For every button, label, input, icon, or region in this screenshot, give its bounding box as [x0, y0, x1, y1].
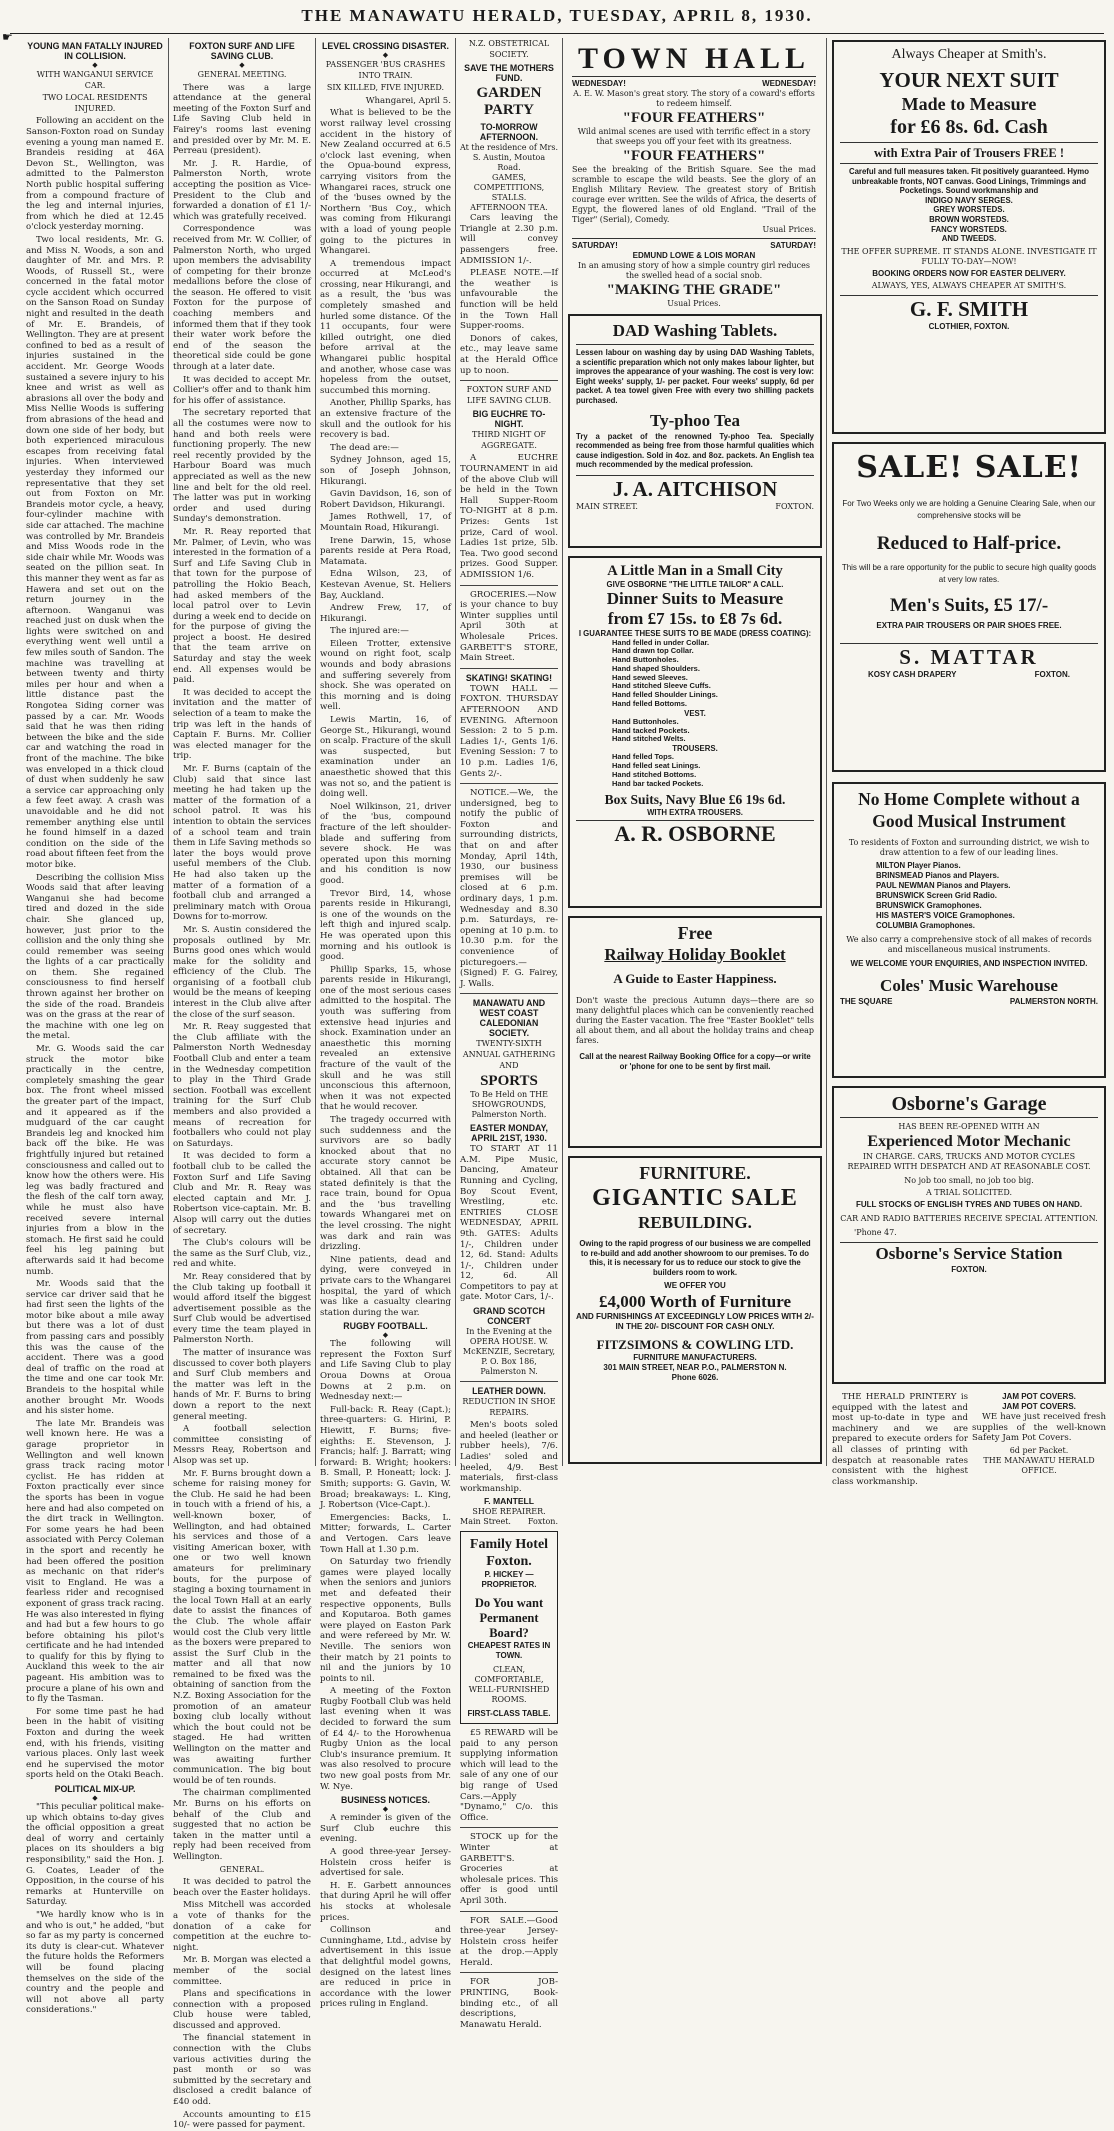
- fitzsimons-name: FITZSIMONS & COWLING LTD.: [596, 1337, 794, 1353]
- fabric-item: GREY WORSTEDS.: [933, 205, 1005, 215]
- garden-party-text: Donors of cakes, etc., may leave same at the Herald Office up to noon.: [460, 333, 558, 376]
- column-rule: [455, 38, 456, 1466]
- railway-subtitle: A Guide to Easter Happiness.: [613, 971, 777, 986]
- headline: RUGBY FOOTBALL.: [343, 1321, 428, 1332]
- paragraph: A football selection committee consisting of Messrs Reay, Robertson and Alsop was set up.: [173, 1424, 311, 1466]
- headline: FOXTON SURF AND LIFE SAVING CLUB.: [189, 41, 295, 61]
- prices-label: Usual Prices.: [667, 299, 721, 308]
- trousers-label: TROUSERS.: [672, 744, 718, 754]
- paragraph: Sydney Johnson, aged 15, son of Joseph Johnson, Hikurangi.: [320, 455, 451, 487]
- paragraph: Following an accident on the Sanson-Foxton road on Sunday evening a young man named E. Brandeis residing at 46A Devon St., Wellington, was admitted to the Palmerston North public hospital suffering from a compound fracture of the leg and internal injuries, from which he died at 12.45 o'clock yesterday morning.: [26, 116, 164, 233]
- railway-title: Railway Holiday Booklet: [604, 945, 786, 964]
- osborne-tailor-ad: [568, 556, 822, 908]
- film-blurb: Wild animal scenes are used with terrific effect in a story that sweeps you off your feet with its greatness.: [577, 127, 811, 146]
- paragraph: "This peculiar political make-up which obtains to-day gives the official opposition a great deal of worry and certainly places on its shoulders a big responsibility," said the Hon. J. G. Coates, Leader of the Opposition, in the course of his remarks at Hunterville on Saturday.: [26, 1802, 164, 1908]
- furniture-rebuilding: REBUILDING.: [638, 1213, 752, 1232]
- jam-pot-text: WE have just received fresh supplies of the well-known Safety Jam Pot Covers.: [972, 1412, 1106, 1444]
- osborne-dinner-suits: Dinner Suits to Measure: [606, 589, 784, 608]
- garage-title: Osborne's Garage: [840, 1092, 1098, 1118]
- printery-text: THE HERALD PRINTERY is equipped with the latest and most up-to-date in type and machinery and we are prepared to execute orders for all classes of printing with despatch at reasonable rates consistent with the highest class workmanship.: [832, 1392, 968, 1487]
- smith-clothier: CLOTHIER, FOXTON.: [928, 321, 1010, 331]
- smith-name: G. F. SMITH: [840, 295, 1098, 322]
- skating-text: TOWN HALL — FOXTON. THURSDAY AFTERNOON AND EVENING. Afternoon Session: 2 to 5 p.m. Ladies 1/-, Gents 1/6. Evening Session: 7 to 10 p.m. Ladies 1/6, Gents 2/-.: [460, 683, 558, 779]
- garage-text: IN CHARGE. CARS, TRUCKS AND MOTOR CYCLES REPAIRED WITH DESPATCH AND AT REASONABLE COST.: [847, 1152, 1091, 1171]
- jam-pot-title: JAM POT COVERS.: [1002, 1402, 1076, 1411]
- furniture-amount: £4,000 Worth of Furniture: [598, 1292, 792, 1312]
- fabric-item: AND TWEEDS.: [941, 234, 997, 244]
- paragraph: Mr. S. Austin considered the proposals outlined by Mr. Burns good ones which would make for the solidity and efficiency of the Club. The organising of a football club would be the means of keeping interest in the Club alive after the close of the surf season.: [173, 924, 311, 1020]
- hotel-title: Family Hotel Foxton.: [469, 1537, 549, 1569]
- leather-trade: SHOE REPAIRER.: [472, 1507, 546, 1516]
- hotel-owner: P. HICKEY — PROPRIETOR.: [481, 1570, 537, 1589]
- aitchison-name: J. A. AITCHISON: [576, 475, 814, 502]
- column-1: [26, 38, 164, 2016]
- divider: ◆: [92, 61, 98, 69]
- day-row: [572, 76, 816, 89]
- instrument-item: BRUNSWICK Screen Grid Radio.: [876, 891, 997, 900]
- furniture-text: Owing to the rapid progress of our business we are compelled to re-build and add another showroom to our premises. To do this, it is necessary for us to reduce our stock to give the builders room to work.: [579, 1239, 811, 1277]
- coles-music-ad: [832, 782, 1106, 1078]
- film-title: "MAKING THE GRADE": [606, 282, 782, 298]
- garage-text: CAR AND RADIO BATTERIES RECEIVE SPECIAL ATTENTION.: [840, 1214, 1098, 1223]
- extra-trousers: WITH EXTRA TROUSERS.: [647, 808, 743, 818]
- garage-text: A TRIAL SOLICITED.: [925, 1188, 1013, 1197]
- smith-price: for £6 8s. 6d. Cash: [890, 116, 1048, 138]
- paragraph: Mr. R. Reay suggested that the Club affiliate with the Palmerston North Wednesday Football Club and enter a team in the Wednesday competition to play in the Third Grade section. Football was excellent training for the Surf Club members and also provided a means of recreation for footballers who could not play on Saturdays.: [173, 1022, 311, 1149]
- smith-booking: BOOKING ORDERS NOW FOR EASTER DELIVERY.: [872, 268, 1066, 278]
- column-4: [460, 38, 559, 2030]
- coles-town: PALMERSTON NORTH.: [1009, 997, 1098, 1006]
- paragraph: The financial statement in connection with the Clubs various activities during the past month or so was submitted by the secretary and disclosed a credit balance of £40 odd.: [173, 2033, 311, 2108]
- coles-square: THE SQUARE: [840, 997, 893, 1006]
- furniture-discount: AND FURNISHINGS AT EXCEEDINGLY LOW PRICES WITH 2/- IN THE 20/- DISCOUNT FOR CASH ONLY.: [576, 1312, 814, 1332]
- hotel-text: CLEAN, COMFORTABLE, WELL-FURNISHED ROOMS.: [468, 1665, 550, 1704]
- masthead: [10, 6, 1104, 34]
- paragraph: Accounts amounting to £15 10/- were passed for payment.: [173, 2109, 311, 2131]
- divider: [460, 668, 558, 669]
- sports-text: TO START AT 11 A.M. Pipe Music, Dancing, Amateur Running and Cycling, Boy Scout Event, Wrestling, etc. ENTRIES CLOSE WEDNESDAY, APRIL 9th. GATES: Adults 1/-, Children under 12, 6d. Stand: Adults 1/-, Children under 12, 6d. All Competitors to pay at gate. Motor Cars, 1/-.: [460, 1144, 558, 1303]
- paragraph: Mr. R. Reay reported that Mr. Palmer, of Levin, who was interested in the formation of a Surf and Life Saving Club in that town for the purpose of patrolling the Hokio Beach, had asked members of the local patrol over to Levin during a week end to decide on for the purpose of giving the project a boost. He desired that the team arrive on Saturday and stay the week end. All expenses would be paid.: [173, 526, 311, 686]
- garage-text: No job too small, no job too big.: [904, 1176, 1034, 1185]
- dad-text: Lessen labour on washing day by using DAD Washing Tablets, a scientific preparation which not only makes labour lighter, but improves the appearance of your washing. The cost is very low: Eight weeks' supply, 1/- per packet. Four weeks' supply, 6d per packet. A tea towel given Free with every two shilling packets purchased.: [576, 348, 814, 405]
- sports-title: SPORTS: [480, 1073, 538, 1090]
- mattar-name: S. MATTAR: [840, 643, 1098, 670]
- leather-town: Foxton.: [527, 1517, 558, 1526]
- paragraph: A good three-year Jersey-Holstein cross heifer is advertised for sale.: [320, 1847, 451, 1879]
- paragraph: There was a large attendance at the general meeting of the Foxton Surf and Life Saving Club held in Fairey's rooms last evening and presided over by Mr. M. E. Perreau (president).: [173, 82, 311, 157]
- aitchison-address: [576, 502, 814, 512]
- jam-pot-title: JAM POT COVERS.: [1002, 1392, 1076, 1401]
- job-printing-notice: FOR JOB-PRINTING, Book-binding etc., of all descriptions, Manawatu Herald.: [460, 1977, 558, 2030]
- mattar-store: KOSY CASH DRAPERY: [868, 670, 957, 679]
- sale-mens-suits: Men's Suits, £5 17/-: [889, 595, 1049, 616]
- paragraph: The matter of insurance was discussed to cover both players and Surf Club members and the matter was left in the hands of Mr. F. Burns to bring down a report to the next general meeting.: [173, 1348, 311, 1422]
- smith-fabric-list: [840, 196, 1098, 244]
- subheadline: WITH WANGANUI SERVICE CAR.: [36, 70, 154, 90]
- closing-notice: NOTICE.—We, the undersigned, beg to notify the public of Foxton and surrounding districts, that on and after Monday, April 14th, 1930, our business premises will be closed at 6 p.m. ordinary days, 1 p.m. Wednesday and 8.30 p.m. Saturdays, re-opening at 10 p.m. to 10.30 p.m. for the convenience of picturegoers.—(Signed) F. G. Fairey, J. Walls.: [460, 788, 558, 989]
- divider: ◆: [239, 61, 245, 69]
- paragraph: Mr. Reay considered that by the Club taking up football it would afford itself the biggest advertisement possible as the Surf Club would be advertised every time the team played in Palmerston North.: [173, 1271, 311, 1346]
- trousers-feature-list: [576, 753, 814, 788]
- instrument-item: BRUNSWICK Gramophones.: [876, 901, 982, 910]
- smith-offer: THE OFFER SUPREME. IT STANDS ALONE. INVESTIGATE IT FULLY TO-DAY—NOW!: [841, 246, 1097, 266]
- vest-feature-list: [576, 718, 814, 744]
- sale-text: This will be a rare opportunity for the public to secure high quality goods at very low rates.: [841, 563, 1097, 584]
- railway-call: Call at the nearest Railway Booking Office for a copy—or write or 'phone for one to be sent by first mail.: [579, 1052, 811, 1071]
- smith-always: ALWAYS, YES, ALWAYS CHEAPER AT SMITH'S.: [871, 280, 1067, 290]
- fitzsimons-trade: FURNITURE MANUFACTURERS.: [633, 1353, 757, 1363]
- railway-ad: [568, 916, 822, 1148]
- paragraph: "We hardly know who is in and who is out," he added, "but so far as my party is concerned its duty is clear-cut. Whatever the future holds the Reformers will be found placing themselves on the side of the country and the people and will not above all party considerations.": [26, 1909, 164, 2016]
- paragraph: James Rothwell, 17, of Mountain Road, Hikurangi.: [320, 512, 451, 533]
- paragraph: It was decided to accept Mr. Collier's offer and to thank him for his offer of assistance.: [173, 374, 311, 406]
- headline: LEVEL CROSSING DISASTER.: [322, 41, 449, 51]
- box-suits: Box Suits, Navy Blue £6 19s 6d.: [604, 792, 786, 808]
- paragraph: Miss Mitchell was accorded a vote of thanks for the donation of a cake for competition at the euchre to-night.: [173, 1900, 311, 1953]
- divider: [460, 1381, 558, 1382]
- trousers-feature-item: Hand felled seat Linings.: [612, 761, 701, 771]
- paragraph: Eileen Trotter, extensive wound on right foot, scalp wounds and body abrasions and suffering severely from shock. She was operated on this morning and is doing well.: [320, 638, 451, 713]
- osborne-garage-ad: [832, 1086, 1106, 1384]
- instrument-item: BRINSMEAD Pianos and Players.: [876, 871, 1000, 880]
- service-station-town: FOXTON.: [951, 1265, 987, 1274]
- paragraph: Phillip Sparks, 15, whose parents reside in Hikurangi, one of the most serious cases admitted to the hospital. The youth was suffering from extensive head injuries and shock. Examination under an anaesthetic this morning revealed an extensive fracture of the vault of the skull and he was still unconscious this afternoon, when it was not expected that he would recover.: [320, 964, 451, 1113]
- service-station: Osborne's Service Station: [840, 1242, 1098, 1265]
- coat-feature-list: [576, 639, 814, 709]
- headline: POLITICAL MIX-UP.: [54, 1784, 136, 1794]
- music-enquiries: WE WELCOME YOUR ENQUIRIES, AND INSPECTION INVITED.: [850, 959, 1088, 968]
- garage-phone: 'Phone 47.: [854, 1228, 897, 1237]
- film-title: "FOUR FEATHERS": [622, 148, 766, 164]
- hotel-text: CHEAPEST RATES IN TOWN.: [467, 1641, 551, 1660]
- smith-ad: [832, 40, 1106, 434]
- sale-extra: EXTRA PAIR TROUSERS OR PAIR SHOES FREE.: [876, 621, 1062, 630]
- divider: [460, 585, 558, 586]
- garage-mechanic: Experienced Motor Mechanic: [867, 1133, 1071, 1150]
- notice-heading: SAVE THE MOTHERS FUND.: [464, 63, 554, 84]
- furniture-offer: WE OFFER YOU: [664, 1281, 726, 1291]
- paragraph: The tragedy occurred with such suddenness and the survivors are so badly knocked about that no accurate story cannot be obtained. All that can be stated definitely is that the race train, bound for Opua and the 'bus travelling towards Whangarei met on the level crossing. The night was dark and rain was drizzling.: [320, 1115, 451, 1253]
- fitzsimons-address: 301 MAIN STREET, NEAR P.O., PALMERSTON N.: [603, 1363, 787, 1373]
- groceries-notice: GROCERIES.—Now is your chance to buy Winter supplies until April 30th at Wholesale Prices. GARBETT'S STORE, Main Street.: [460, 589, 558, 664]
- paragraph: Collinson and Cunninghame, Ltd., advise by advertisement in this issue that delightful model gowns, designed on the latest lines are reduced in price in accordance with the lower prices ruling in England.: [320, 1925, 451, 2010]
- garden-party-when: TO-MORROW AFTERNOON.: [479, 122, 539, 143]
- paragraph: Correspondence was received from Mr. W. Collier, of Palmerston North, who urged upon members the advisability of competing for their bronze medallions before the close of the season. He offered to visit Foxton for the purpose of coaching members and informed them that if they took their water work before the end of the season the theoretical side could be gone through at a later date.: [173, 224, 311, 373]
- sports-date: EASTER MONDAY, APRIL 21ST, 1930.: [470, 1123, 548, 1144]
- garage-tyres: FULL STOCKS OF ENGLISH TYRES AND TUBES ON HAND.: [855, 1200, 1083, 1209]
- column-rule: [562, 38, 563, 1466]
- film-blurb: See the breaking of the British Square. See the mad scramble to escape the wild beasts. See the glory of an English Military Review. The greatest story of British courage ever written. See the wilds of Africa, the deserts of Egypt, the flowered lanes of old England. "Trail of the Tiger" (Serial), Comedy.: [572, 165, 816, 224]
- day-label: SATURDAY!: [572, 241, 618, 250]
- town-hall-ad: [566, 38, 822, 306]
- paragraph: Another, Phillip Sparks, has an extensive fracture of the skull and the outlook for his recovery is bad.: [320, 398, 451, 441]
- paragraph: A meeting of the Foxton Rugby Football Club was held last evening when it was decided to forward the sum of £4 4/- to the Horowhenua Rugby Union as the local Club's insurance premium. It was also resolved to procure two new goal posts from Mr. W. Nye.: [320, 1686, 451, 1792]
- paragraph: Describing the collision Miss Woods said that after leaving Wanganui she had become tired and dozed in the side chair. She glanced up, however, just prior to the collision and the only thing she could remember was seeing the lights of a car practically on them. She regained consciousness to find herself thrown against her brother on the side of the road. Brandeis was on the grass at the rear of the machine with one leg on the metal.: [26, 872, 164, 1042]
- paragraph: H. E. Garbett announces that during April he will offer his stocks at wholesale prices.: [320, 1880, 451, 1923]
- address-town: FOXTON.: [775, 501, 814, 511]
- paragraph: Gavin Davidson, 16, son of Robert Davidson, Hikurangi.: [320, 489, 451, 510]
- coat-feature-item: Hand sewed Sleeves.: [612, 672, 688, 682]
- furniture-sale: GIGANTIC SALE: [592, 1185, 798, 1211]
- paragraph: The injured are:—: [330, 626, 409, 637]
- paragraph: Mr. F. Burns brought down a scheme for raising money for the Club. He said he had been in touch with a friend of his, a well-known boxer, of Wellington, and had obtained his services and those of a visiting American boxer, with one or two well known amateurs for preliminary bouts, for the purpose of staging a boxing tournament in the local Town Hall at an early date to assist the finances of the Club. The whole affair would cost the Club very little as the boxers were prepared to assist the Surf Club in the matter and all that now remained to be fixed was the obtaining of sanction from the N.Z. Boxing Association for the promotion of an amateur boxing club locally without which the bout could not be staged. He had written Wellington on the matter and was awaiting further communication. The big bout would be of ten rounds.: [173, 1468, 311, 1786]
- paragraph: The chairman complimented Mr. Burns on his efforts on behalf of the Club and suggested that no action be taken in the matter until a reply had been received from Wellington.: [173, 1788, 311, 1862]
- column-rule: [315, 38, 316, 1466]
- coat-feature-item: Hand shaped Shoulders.: [612, 663, 700, 673]
- sports-heading: MANAWATU AND WEST COAST CALEDONIAN SOCIETY.: [472, 998, 546, 1039]
- notice-heading: N.Z. OBSTETRICAL SOCIETY.: [468, 39, 550, 59]
- osborne-price: from £7 15s. to £8 7s 6d.: [607, 609, 783, 628]
- paragraph: Mr. F. Burns (captain of the Club) said that since last meeting he had taken up the matter of the formation of a school patrol. It was his intention to obtain the services of a school team and train them in Life Saving methods so later the boys would prove useful members of the Club. He had also taken up the matter of a formation of a football club and arranged a preliminary match with Oroua Downs for to-morrow.: [173, 764, 311, 923]
- subheadline: SIX KILLED, FIVE INJURED.: [326, 83, 445, 93]
- dateline: Whangarei, April 5.: [365, 95, 451, 106]
- paragraph: It was decided to patrol the beach over the Easter holidays.: [173, 1877, 311, 1898]
- vest-feature-item: Hand stitched Welts.: [612, 734, 686, 744]
- garden-party-text: Cars leaving the Triangle at 2.30 p.m. will convey passengers free. ADMISSION 1/-.: [460, 213, 558, 266]
- divider: ◆: [382, 1331, 389, 1340]
- day-label: WEDNESDAY!: [762, 79, 816, 88]
- leather-title: LEATHER DOWN.: [472, 1386, 546, 1397]
- trousers-feature-item: Hand stitched Bottoms.: [612, 769, 697, 779]
- euchre-heading: FOXTON SURF AND LIFE SAVING CLUB.: [466, 385, 552, 405]
- paragraph: Plans and specifications in connection with a proposed Club house were tabled, discussed and approved.: [173, 1989, 311, 2031]
- paragraph: The late Mr. Brandeis was well known here. He was a garage proprietor in Wellington and well known grass track racing motor cyclist. He has ridden at Foxton practically ever since the sports has been in vogue here and had also competed on the dirt track in Wellington. For some years he had been associated with Percy Coleman in the sport and recently he had been offered the position as mechanic on that rider's visit to England. He was a fearless rider and recognised exponent of grass track racing. He was also interested in flying and had but a few hours to go before obtaining his pilot's certificate and he had intended to qualify for this by flying to Auckland this week to the air pageant. His ambition was to procure a plane of his own and to fly the Tasman.: [26, 1418, 164, 1705]
- paragraph: A reminder is given of the Surf Club euchre this evening.: [320, 1813, 451, 1845]
- fabric-item: INDIGO NAVY SERGES.: [925, 195, 1013, 205]
- garden-party-title: GARDEN PARTY: [476, 85, 542, 119]
- dad-title: DAD Washing Tablets.: [576, 320, 814, 345]
- leather-address: [460, 1517, 558, 1527]
- vest-feature-item: Hand Buttonholes.: [612, 716, 679, 726]
- leather-name: F. MANTELL: [483, 1496, 535, 1507]
- euchre-subtitle: THIRD NIGHT OF AGGREGATE.: [472, 430, 546, 450]
- reward-notice: £5 REWARD will be paid to any person supplying information which will lead to the sale of any one of our big range of Used Cars.—Apply "Dynamo," C/o. this Office.: [460, 1728, 558, 1823]
- music-text: To residents of Foxton and surrounding district, we wish to draw attention to a few of our leading lines.: [848, 838, 1090, 857]
- concert-text: In the Evening at the OPERA HOUSE. W. McKENZIE, Secretary, P. O. Box 186, Palmerston N.: [462, 1327, 556, 1377]
- subheadline: GENERAL MEETING.: [197, 70, 287, 79]
- leather-subtitle: REDUCTION IN SHOE REPAIRS.: [462, 1397, 556, 1417]
- paragraph: Edna Wilson, 23, of Kestevan Avenue, St. Heliers Bay, Auckland.: [320, 569, 451, 601]
- fabric-item: BROWN WORSTEDS.: [929, 214, 1009, 224]
- garden-party-text: AFTERNOON TEA.: [470, 203, 548, 213]
- typhoo-text: Try a packet of the renowned Ty-phoo Tea. Specially recommended as being free from those harmful qualities which cause indigestion. Sold in 4oz. and 8oz. packets. An English tea much recommended by the medical profession.: [576, 431, 814, 470]
- mattar-sale-ad: [832, 442, 1106, 772]
- leather-street: Main Street.: [460, 1517, 511, 1526]
- smith-title: YOUR NEXT SUIT: [879, 68, 1059, 92]
- hotel-question: Do You want Permanent Board?: [474, 1596, 544, 1640]
- paragraph: Two local residents, Mr. G. and Miss N. Woods, a son and daughter of Mr. and Mrs. P. Woods, of Russell St., were concerned in the fatal motor cycle accident which occurred on the Sanson Road on Sunday night and resulted in the death of Mr. E. Brandeis, of Wellington. They are at present confined to bed as a result of injuries sustained in the accident. Mr. George Woods sustained a severe injury to his knee and wrist as well as abrasions all over the body and Miss Nellie Woods is suffering from abrasions of the head and down one side of her body, but both experienced miraculous escapes from receiving fatal injuries. When interviewed yesterday they informed our representative that they set out from Foxton on Mr. Brandeis motor cycle, a heavy, four-cylinder machine with side car attached. The machine was controlled by Mr. Brandeis and Miss Woods rode in the side chair while Mr. Woods was seated on the pillion seat. In this manner they went as far as Hawera and set out on the return journey in the afternoon. Wanganui was reached just on dusk when the lights were switched on and everything went well until a few miles south of Sandon. The machine was travelling at between twenty and thirty miles per hour and when a little distance past the Rongotea Siding corner was passed by a car. Mr. Woods said that he was then riding between the bike and the side car and watching the road in front of the machine. The bike was enveloped in a thick cloud of dust when suddenly he saw a service car approaching only a few feet away. A crash was unavoidable and he did not remember anything else until he found himself in a dazed condition on the side of the road about fifteen feet from the motor bike.: [26, 234, 164, 870]
- paragraph: The Club's colours will be the same as the Surf Club, viz., red and white.: [173, 1238, 311, 1270]
- film-title: "FOUR FEATHERS": [622, 110, 766, 126]
- jam-pot-notice: [972, 1392, 1106, 1475]
- sports-text: To Be Held on THE SHOWGROUNDS, Palmerston North.: [470, 1090, 548, 1120]
- railway-free: Free: [677, 923, 713, 943]
- divider: [460, 783, 558, 784]
- instrument-item: COLUMBIA Gramophones.: [876, 921, 975, 930]
- coat-feature-item: Hand felled in under Collar.: [612, 637, 710, 647]
- paragraph: Mr. J. R. Hardie, of Palmerston North, wrote accepting the position as Vice-President to the Club and forwarded a donation of £1 1/- which was gratefully received.: [173, 158, 311, 222]
- film-stars: EDMUND LOWE & LOIS MORAN: [632, 251, 756, 260]
- town-hall-title: TOWN HALL: [578, 42, 810, 75]
- paragraph: It was decided to accept the invitation and the matter of selection of a team to make the trip was left in the hands of Captain F. Burns. Mr. Collier was elected manager for the trip.: [173, 687, 311, 762]
- paragraph: For some time past he had been in the habit of visiting Foxton and during the week end, with his friends, visiting various places. Only last week end he supervised the motor sports held on the Otaki Beach.: [26, 1706, 164, 1781]
- column-3: [320, 38, 451, 2010]
- osborne-guarantee: I GUARANTEE THESE SUITS TO BE MADE (DRESS COATING):: [578, 629, 812, 638]
- paragraph: Nine patients, dead and dying, were conveyed in private cars to the Whangarei hospital, the yard of which was like a casualty clearing station during the war.: [320, 1254, 451, 1318]
- instrument-list: [840, 861, 1098, 931]
- paragraph: Full-back: R. Reay (Capt.); three-quarters: G. Hirini, P. Hiewitt, F. Burns; five-eighths: E. Stevenson, J. Francis; half: J. Barratt; wing forward: B. Wright; hookers: B. Small, P. Honeatt; lock: J. Smith; supports: G. Gavin, W. Broad; breakaways: L. King, J. Robertson (Vice-Capt.).: [320, 1404, 451, 1511]
- smith-extra: with Extra Pair of Trousers FREE !: [840, 142, 1098, 164]
- margin-mark: ☛: [2, 30, 13, 44]
- divider: [460, 1911, 558, 1912]
- sale-half-price: Reduced to Half-price.: [876, 533, 1062, 554]
- divider: ◆: [382, 51, 389, 59]
- paragraph: Noel Wilkinson, 21, driver of the 'bus, compound fracture of the left shoulder-blade and suffering from severe shock. He was operated upon this morning and his condition is now good.: [320, 801, 451, 886]
- sale-text: For Two Weeks only we are holding a Genuine Clearing Sale, when our comprehensive stocks will be: [842, 499, 1096, 520]
- divider: [460, 1972, 558, 1973]
- coat-feature-item: Hand stitched Sleeve Cuffs.: [612, 681, 711, 691]
- film-blurb: A. E. W. Mason's great story. The story of a coward's efforts to redeem himself.: [573, 89, 815, 108]
- smith-made: Made to Measure: [901, 94, 1037, 114]
- instrument-item: PAUL NEWMAN Pianos and Players.: [876, 881, 1011, 890]
- film-blurb: In an amusing story of how a simple country girl reduces the swelled head of a social snob.: [578, 261, 810, 280]
- jam-pot-office: THE MANAWATU HERALD OFFICE.: [983, 1455, 1095, 1475]
- paragraph: Mr. B. Morgan was elected a member of the social committee.: [173, 1955, 311, 1987]
- column-2: [173, 38, 311, 2131]
- paragraph: Emergencies: Backs, L. Mitter; forwards, L. Carter and Vertogen. Cars leave Town Hall at 1.30 p.m.: [320, 1512, 451, 1555]
- paragraph: Lewis Martin, 16, of George St., Hikurangi, wound on scalp. Fracture of the skull was suspected, but examination under an anaesthetic showed that this was not so, and the patient is doing well.: [320, 715, 451, 800]
- paragraph: Andrew Frew, 17, of Hikurangi.: [320, 603, 451, 624]
- mattar-town: FOXTON.: [1034, 670, 1070, 679]
- day-label: WEDNESDAY!: [572, 79, 626, 88]
- osborne-title: A Little Man in a Small City: [607, 563, 783, 579]
- osborne-name: A. R. OSBORNE: [576, 820, 814, 847]
- paragraph: The dead are:—: [330, 442, 399, 453]
- paragraph: Trevor Bird, 14, whose parents reside in Hikurangi, is one of the wounds on the left thigh and injured scalp. He was operated upon this morning and his outlook is good.: [320, 888, 451, 963]
- subheadline: TWO LOCAL RESIDENTS INJURED.: [42, 93, 148, 113]
- trousers-feature-item: Hand felled Tops.: [612, 752, 674, 762]
- masthead-title: THE MANAWATU HERALD, TUESDAY, APRIL 8, 1930.: [301, 6, 813, 25]
- paragraph: On Saturday two friendly games were played locally when the seniors and juniors met and defeated their respective opponents, Bulls and Koputaroa. Both games were played on Easton Park and were refereed by Mr. W. Neville. The seniors won their match by 21 points to nil and the juniors by 10 points to nil.: [320, 1557, 451, 1684]
- vest-feature-item: Hand tacked Pockets.: [612, 725, 690, 735]
- coat-feature-item: Hand felled Bottoms.: [612, 699, 688, 709]
- trousers-feature-item: Hand bar tacked Pockets.: [612, 778, 704, 788]
- instrument-item: MILTON Player Pianos.: [876, 861, 961, 870]
- hotel-text: FIRST-CLASS TABLE.: [467, 1709, 551, 1718]
- furniture-title: FURNITURE.: [639, 1163, 751, 1183]
- coles-address: [840, 997, 1098, 1007]
- subheadline: GENERAL.: [219, 1864, 265, 1874]
- herald-printery-notice: [832, 1392, 968, 1487]
- paragraph: The secretary reported that all the costumes were now to hand and both reels were functioning properly. The new reel recently provided by the Harbour Board was much appreciated as well as the new line and belt for the old reel. The latter was put in working order and used during Sunday's demonstration.: [173, 408, 311, 525]
- garden-party-text: PLEASE NOTE.—If the weather is unfavourable the function will be held in the Town Hall Supper-rooms.: [460, 268, 558, 332]
- coat-feature-item: Hand Buttonholes.: [612, 655, 679, 665]
- aitchison-ad: [568, 314, 822, 548]
- instrument-item: HIS MASTER'S VOICE Gramophones.: [876, 911, 1015, 920]
- stock-notice: STOCK up for the Winter at GARBETT'S. Groceries at wholesale prices. This offer is good until April 30th.: [460, 1832, 558, 1906]
- music-text: We also carry a comprehensive stock of all makes of records and miscellaneous musical instruments.: [846, 935, 1092, 954]
- smith-tagline: Always Cheaper at Smith's.: [891, 47, 1047, 62]
- paragraph: What is believed to be the worst railway level crossing accident in the history of New Zealand occurred at 6.5 o'clock last evening, when the Opua-bound express, carrying visitors from the Whangarei races, struck one of the 'buses owned by the Northern 'Bus Coy., which was coming from Hikurangi with a load of young people going to the pictures in Whangarei.: [320, 108, 451, 257]
- vest-label: VEST.: [684, 708, 706, 718]
- music-title: No Home Complete without a Good Musical Instrument: [858, 789, 1080, 831]
- furniture-ad: [568, 1156, 822, 1464]
- jam-pot-price: 6d per Packet.: [1009, 1445, 1069, 1455]
- mattar-sub: [840, 670, 1098, 680]
- osborne-text: GIVE OSBORNE "THE LITTLE TAILOR" A CALL.: [606, 580, 784, 589]
- garage-text: HAS BEEN RE-OPENED WITH AN: [898, 1122, 1040, 1131]
- garden-party-text: GAMES, COMPETITIONS, STALLS.: [473, 173, 545, 203]
- sale-title: SALE! SALE!: [856, 450, 1082, 485]
- day-label: SATURDAY!: [770, 241, 816, 250]
- for-sale-notice: FOR SALE.—Good three-year Jersey-Holstein cross heifer at the drop.—Apply Herald.: [460, 1915, 558, 1968]
- coat-feature-item: Hand felled Shoulder Linings.: [612, 690, 718, 700]
- headline: BUSINESS NOTICES.: [341, 1795, 430, 1806]
- typhoo-title: Ty-phoo Tea: [650, 410, 740, 430]
- paragraph: It was decided to form a football club to be called the Foxton Surf and Life Saving Club and Mr. R. Reay was elected captain and Mr. J. Robertson vice-captain. Mr. B. Alsop will carry out the duties of secretary.: [173, 1151, 311, 1236]
- paragraph: A tremendous impact occurred at McLeod's crossing, near Hikurangi, and as a result, the 'bus was completely smashed and hurled some distance. Of the 11 occupants, four were killed outright, one died before arrival at the Whangarei public hospital and another, whose case was hopeless from the outset, succumbed this morning.: [320, 258, 451, 396]
- fitzsimons-phone: Phone 6026.: [671, 1373, 719, 1383]
- column-rule: [826, 38, 827, 1466]
- euchre-text: A EUCHRE TOURNAMENT in aid of the above Club will be held in the Town Hall Supper-Room TO-NIGHT at 8 p.m. Prizes: Gents 1st prize, Card of wool. Ladies 1st prize, 5lb. Tea. Two good second prizes. Good Supper. ADMISSION 1/6.: [460, 453, 558, 580]
- column-rule: [168, 38, 169, 1466]
- coat-feature-item: Hand drawn top Collar.: [612, 646, 694, 656]
- divider: ◆: [92, 1794, 98, 1802]
- euchre-title: BIG EUCHRE TO-NIGHT.: [472, 409, 546, 430]
- fabric-item: FANCY WORSTEDS.: [931, 224, 1007, 234]
- concert-title: GRAND SCOTCH CONCERT: [473, 1306, 545, 1327]
- garden-party-text: At the residence of Mrs. S. Austin, Moutoa Road.: [460, 143, 559, 173]
- prices-label: Usual Prices.: [762, 225, 816, 234]
- railway-text: Don't waste the precious Autumn days—there are so many delightful places which can be conveniently reached during the Easter vacation. The free "Easter Booklet" tells all about them, and all about the holiday trains and cheap fares.: [576, 996, 814, 1045]
- day-row: [572, 238, 816, 251]
- headline: YOUNG MAN FATALLY INJURED IN COLLISION.: [27, 41, 163, 61]
- leather-text: Men's boots soled and heeled (leather or rubber heels), 7/6. Ladies' soled and heeled, 4/9. Best materials, first-class workmanship.: [460, 1420, 558, 1494]
- divider: [460, 993, 558, 994]
- divider: [460, 1827, 558, 1828]
- subheadline: PASSENGER 'BUS CRASHES INTO TRAIN.: [325, 60, 446, 80]
- address-street: MAIN STREET.: [576, 501, 638, 511]
- divider: ◆: [382, 1805, 389, 1814]
- paragraph: The following will represent the Foxton Surf and Life Saving Club to play Oroua Downs at Oroua Downs at 2 p.m. on Wednesday next:—: [320, 1339, 451, 1403]
- divider: [460, 380, 558, 381]
- coles-name: Coles' Music Warehouse: [880, 976, 1058, 995]
- skating-title: SKATING! SKATING!: [465, 672, 553, 683]
- paragraph: Mr. G. Woods said the car struck the motor bike practically in the centre, completely smashing the gear box. The front wheel missed the greater part of the impact, and it appeared as if the mudguard of the car caught Brandeis leg and knocked him back off the bike. He was frightfully injured but retained consciousness and called out to know how the others were. His leg was badly fractured and the flesh of the calf torn away, while he must also have received severe internal injuries from a blow in the stomach. He first said he could feel his leg paining but afterwards said it had become numb.: [26, 1044, 164, 1277]
- smith-text: Careful and full measures taken. Fit positively guaranteed. Hymo unbreakable fronts, NOT canvas. Good Linings, Trimmings and Pocketings. Sound workmanship and: [848, 167, 1090, 196]
- sports-subheading: TWENTY-SIXTH ANNUAL GATHERING AND: [462, 1039, 556, 1070]
- paragraph: Mr. Woods said that the service car driver said that he had first seen the lights of the motor bike about a mile away but there was a lot of dust from passing cars and possibly this was the cause of the accident. There was a good deal of traffic on the road at the time and one car took Mr. Brandeis to the hospital while another brought Mr. Woods and his sister home.: [26, 1279, 164, 1417]
- hotel-ad: [460, 1531, 558, 1724]
- paragraph: Irene Darwin, 15, whose parents reside at Pera Road, Matamata.: [320, 535, 451, 567]
